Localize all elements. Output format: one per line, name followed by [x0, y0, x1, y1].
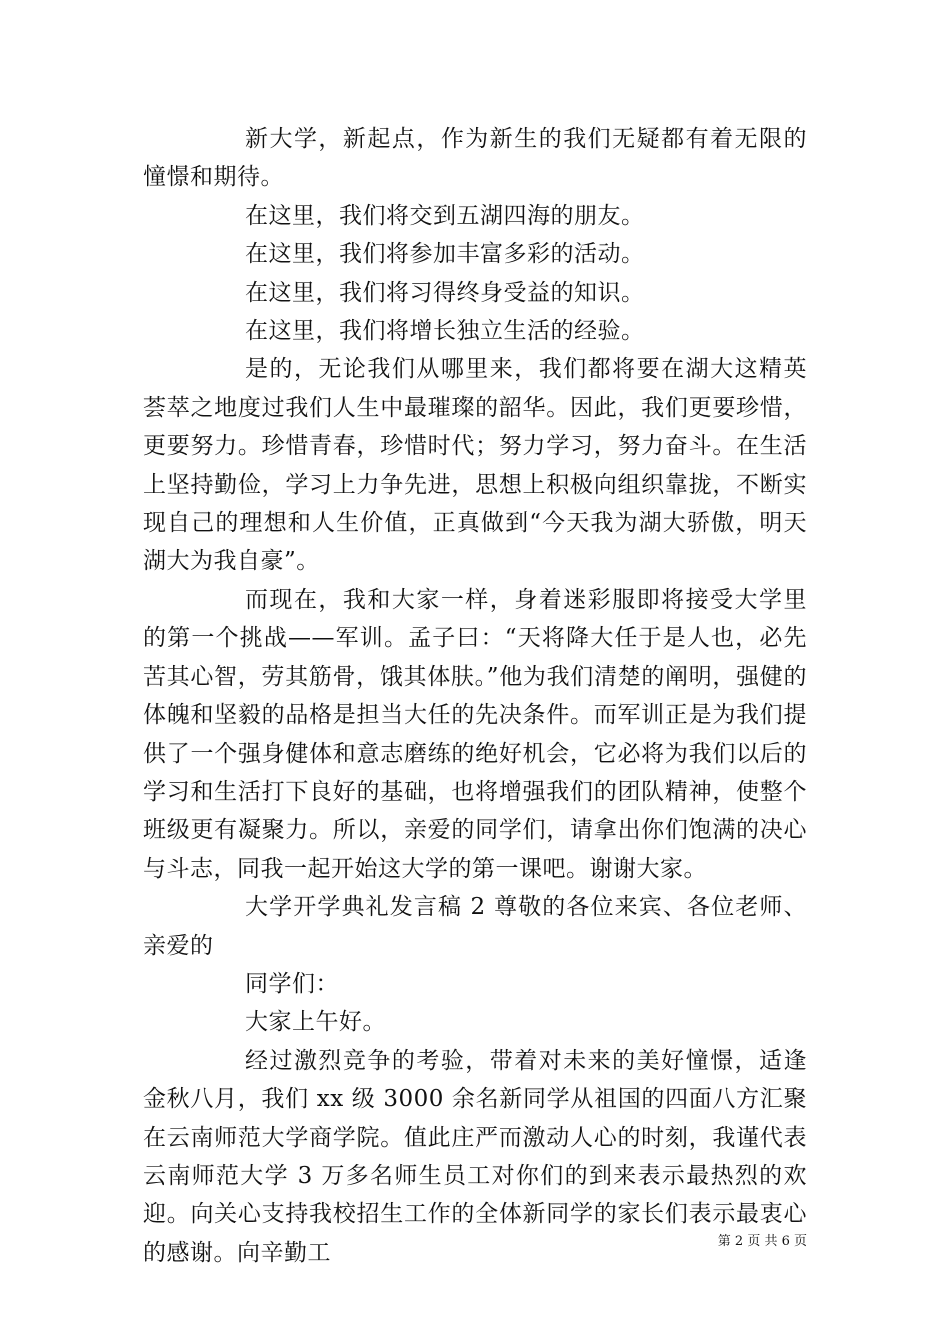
paragraph: 经过激烈竞争的考验，带着对未来的美好憧憬，适逢金秋八月，我们 xx 级 3000 余名新同学从祖国的四面八方汇聚在云南师范大学商学院。值此庄严而激动人心的时刻，我谨代表云南师范大学 3 万多名师生员工对你们的到来表示最热烈的欢迎。向关心支持我校招生工作的全体新同学的家长们表示最衷心的感谢。向辛勤工 — [143, 1047, 807, 1266]
paragraph: 是的，无论我们从哪里来，我们都将要在湖大这精英荟萃之地度过我们人生中最璀璨的韶华。因此，我们更要珍惜，更要努力。珍惜青春，珍惜时代；努力学习，努力奋斗。在生活上坚持勤俭，学习上力争先进，思想上积极向组织靠拢，不断实现自己的理想和人生价值，正真做到“今天我为湖大骄傲，明天湖大为我自豪”。 — [143, 356, 807, 575]
paragraph: 新大学，新起点，作为新生的我们无疑都有着无限的憧憬和期待。 — [143, 126, 807, 191]
paragraph: 在这里，我们将增长独立生活的经验。 — [245, 318, 645, 345]
paragraph: 在这里，我们将习得终身受益的知识。 — [245, 279, 645, 306]
page-number-footer: 第 2 页 共 6 页 — [717, 1234, 807, 1249]
document-body — [143, 120, 807, 1272]
paragraph: 大家上午好。 — [245, 1009, 386, 1036]
paragraph: 大学开学典礼发言稿 2 尊敬的各位来宾、各位老师、亲爱的 — [143, 894, 807, 959]
paragraph: 在这里，我们将参加丰富多彩的活动。 — [245, 241, 645, 268]
paragraph: 而现在，我和大家一样，身着迷彩服即将接受大学里的第一个挑战——军训。孟子曰：“天将降大任于是人也，必先苦其心智，劳其筋骨，饿其体肤。”他为我们清楚的阐明，强健的体魄和坚毅的品格是担当大任的先决条件。而军训正是为我们提供了一个强身健体和意志磨练的绝好机会，它必将为我们以后的学习和生活打下良好的基础，也将增强我们的团队精神，使整个班级更有凝聚力。所以，亲爱的同学们，请拿出你们饱满的决心与斗志，同我一起开始这大学的第一课吧。谢谢大家。 — [143, 586, 807, 882]
paragraph: 在这里，我们将交到五湖四海的朋友。 — [245, 202, 645, 229]
paragraph: 同学们： — [245, 970, 339, 997]
